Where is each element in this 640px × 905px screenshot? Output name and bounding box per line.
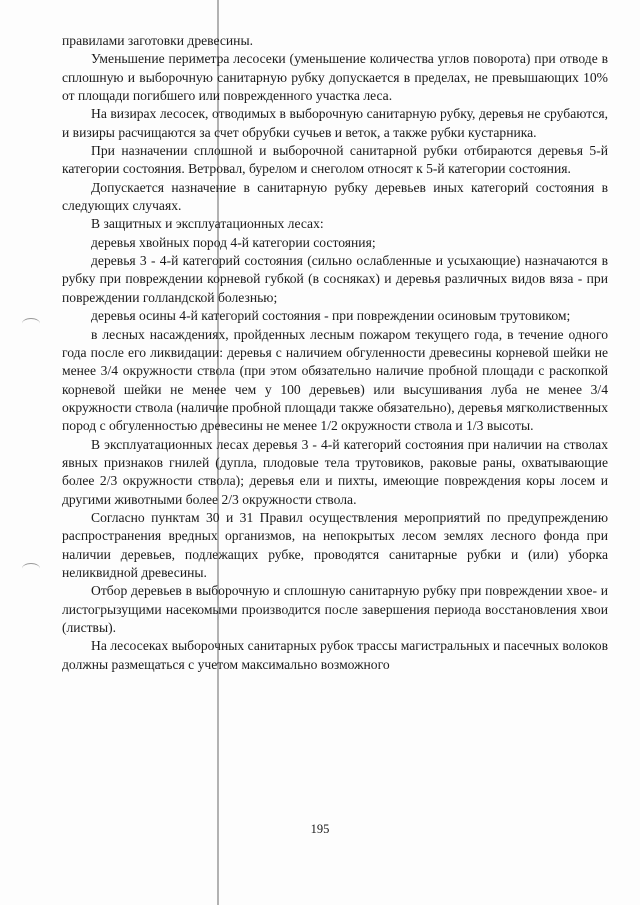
paragraph: в лесных насаждениях, пройденных лесным пожаром текущего года, в течение одного года после его ликвидации: деревья с наличием обгуленности древесины корневой шейки не менее 3/4 окружности ствола (при этом обязательно наличие пробной площади с раскопкой корневой шейки не менее чем у 100 деревьев) или высушивания луба не менее 3/4 окружности ствола (наличие пробной площади также обязательно), деревья мягколиственных пород с обгуленностью древесины не менее 1/2 окружности ствола и 1/3 высоты.	[62, 326, 608, 434]
page-number: 195	[310, 822, 330, 836]
paragraph: Уменьшение периметра лесосеки (уменьшение количества углов поворота) при отводе в сплошную и выборочную санитарную рубку допускается в пределах, не превышающих 10% от площади погибшего или поврежденного участка леса.	[62, 51, 608, 104]
paragraph: В эксплуатационных лесах деревья 3 - 4-й категорий состояния при наличии на стволах явных признаков гнилей (дупла, плодовые тела трутовиков, раковые раны, охватывающие более 2/3 окружности ствола); деревья ели и пихты, имеющие повреждения коры лосем и другими животными более 2/3 окружности ствола.	[62, 436, 608, 507]
punch-hole-mark	[22, 318, 40, 329]
paragraph: В защитных и эксплуатационных лесах:	[91, 216, 324, 232]
paragraph: деревья осины 4-й категорий состояния - при повреждении осиновым трутовиком;	[91, 308, 571, 324]
paragraph: деревья хвойных пород 4-й категории состояния;	[91, 234, 376, 250]
paragraph: На лесосеках выборочных санитарных рубок трассы магистральных и пасечных волоков должны размещаться с учетом максимально возможного	[62, 638, 608, 672]
paragraph: деревья 3 - 4-й категорий состояния (сильно ослабленные и усыхающие) назначаются в рубку при повреждении корневой губкой (в сосняках) и деревья различных видов вяза - при повреждении голландской болезнью;	[62, 253, 608, 305]
paragraph: На визирах лесосек, отводимых в выборочную санитарную рубку, деревья не срубаются, и визиры расчищаются за счет обрубки сучьев и веток, а также рубки кустарника.	[62, 106, 608, 140]
paragraph: Отбор деревьев в выборочную и сплошную санитарную рубку при повреждении хвое- и листогрызущими насекомыми производится после завершения периода восстановления хвои (листвы).	[62, 583, 608, 635]
paragraph: правилами заготовки древесины.	[62, 33, 253, 48]
body-text	[62, 32, 608, 674]
punch-hole-mark	[22, 563, 40, 574]
paragraph: Допускается назначение в санитарную рубку деревьев иных категорий состояния в следующих случаях.	[62, 179, 608, 214]
paragraph: При назначении сплошной и выборочной санитарной рубки отбираются деревья 5-й категории состояния. Ветровал, бурелом и снеголом относят к 5-й категории состояния.	[62, 143, 608, 177]
paragraph: Согласно пунктам 30 и 31 Правил осуществления мероприятий по предупреждению распространения вредных организмов, на непокрытых лесом землях лесного фонда при наличии деревьев, подлежащих рубке, проводятся санитарные рубки и (или) уборка неликвидной древесины.	[62, 509, 608, 580]
